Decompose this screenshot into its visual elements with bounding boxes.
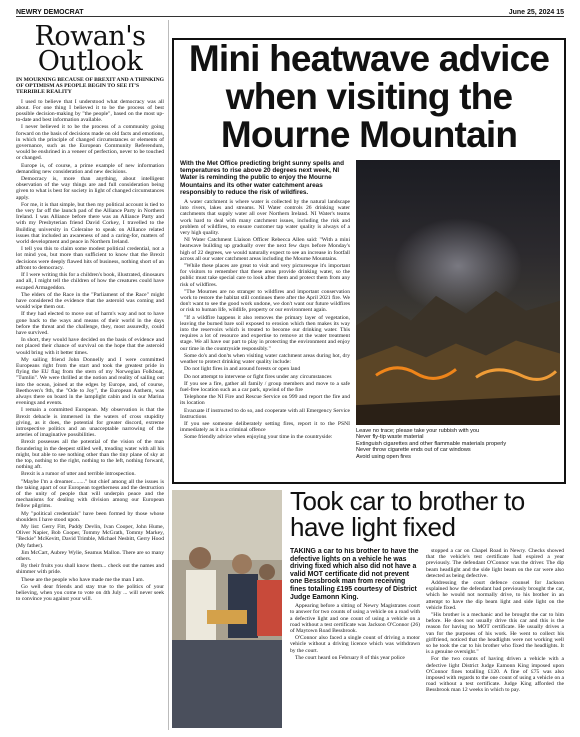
column-paragraph: These are the people who have made me the man I am. [21,576,145,583]
caption-line: Extinguish cigarettes and other flammable materials properly [356,440,507,447]
court-paragraph: O'Connor also faced a single count of driving a motor vehicle without a driving licence which was withdrawn by the court. [290,635,420,654]
people-photo-graphic [172,490,282,728]
heatwave-body [180,160,350,476]
court-headline: Took car to brother to have light fixed [290,486,525,542]
court-paragraph: For the two counts of having driven a vehicle with a defective light District Judge Eamonn King imposed upon O'Connor fines totalling £120. A fine of £75 was also imposed with regards to the one count of using a vehicle on a road without a test certificate. Judge King afforded the Bessbrook man 12 weeks in which to pay. [426,656,564,694]
court-paragraph: The court heard on February 8 of this year police [295,654,405,661]
caption-line: Never throw cigarette ends out of car windows [356,447,471,454]
column-paragraph: If I were writing this for a children's book, illustrated, dinosaurs and all, I might tell the children of how the creatures could have escaped Armageddon. [16,272,164,291]
heatwave-paragraph: "While these places are great to visit and very picturesque it's important for visitors to remember that these areas provide drinking water, so the public must take special care to look after them and protect them from any risk of wildfires. [180,263,350,288]
court-story-column-2 [426,548,564,730]
heatwave-paragraph: NI Water Catchment Liaison Officer Rebecca Allen said: "With a mini heatwave building up gradually over the next few days before Monday's high of 22 degrees, we would naturally expect to see an increase in footfall across all our water catchment areas including the Mourne Mountains. [180,237,350,262]
column-paragraph: I never believed it to be the process of a community going forward on the basis of decisions made on old facts and emotions, in which the principle of changed circumstances or elements of governance, such as the European Community Referendum, would be enshrined in a veneer of perfection, never to be touched or changed. [16,124,164,162]
column-intro: IN MOURNING BECAUSE OF BREXIT AND A THINKING OF OPTIMISM AS PEOPLE BEGIN TO SEE IT'S TERRIBLE REALITY [16,77,164,96]
issue-date: June 25, 2024 15 [508,9,564,16]
column-paragraph: I used to believe that I understood what democracy was all about. For one thing I believed it to be the process of best possible decision-making by "the people", based on the most up-to-date and best information available. [16,98,164,124]
court-paragraph: Addressing the court defence counsel for Jackson explained how the defendant had previously brought the car, which he would not normally drive, to his brother in an attempt to have the dip beam light and side light on the vehicle fixed. [426,580,564,611]
heatwave-paragraph: Some do's and don'ts when visiting water catchment areas during hot, dry weather to protect drinking water quality include: [180,352,350,366]
column-paragraph: My list: Gerry Fitt, Paddy Devlin, Ivan Cooper, John Hume, Oliver Napier, Bob Cooper, Tommy McGrath, Tommy Markey, "Beckie" McKevitt, David Trimble, Michael Nesbitt, Gerry Hood (My father). [16,524,164,549]
heatwave-paragraph: "If a wildfire happens it also removes the primary layer of vegetation, leaving the burned bare soil exposed to erosion which then makes its way into the reservoirs which is treated to become our drinking water. This requires a lot of resource and expertise to remove at the water treatment stage. We all have our part to play in protecting the environment and enjoy our time in the countryside responsibly." [180,314,350,352]
heatwave-paragraph: Some friendly advice when enjoying your time in the countryside: [184,434,333,441]
court-story-paragraphs-1 [290,603,420,661]
column-paragraph: Jim McCart, Aubrey Wylie, Seamus Mallon. There are so many others. [16,549,164,563]
column-paragraph: I remain a committed European. My observation is that the Brexit debacle is immersed in the waters of cross stupidity giving, as it does, the potential for greater discord, extreme introspective politics and an unacceptable narrowing of the arteries of imaginative possibilities. [16,407,164,439]
column-paragraph: I tell you this to claim some modest political credential, not a lot mind you, but more than sufficient to know that the Brexit decisions were deeply flawed hits of business, nothing short of an affront to democracy. [16,246,164,271]
caption-line: Avoid using open fires [356,453,411,460]
column-title: Rowan's Outlook [34,21,146,77]
column-paragraph: If they had elected to move out of harm's way and not to have gone back to the ways and means of their world in the days before the threat and the challenge, they, most assuredly, could have survived. [16,311,164,336]
column-paragraph: Go well dear friends and stay true to the politics of your believing, when you come to vote on 4th July ... will never seek to convince you against your will. [16,583,164,603]
court-paragraph: stopped a car on Chapel Road in Newry. Checks showed that the vehicle's test certificate had expired a year previously. The defendant O'Connor was the driver. The dip beam headlight and the side light beam on the car were also detected as being defective. [426,548,564,579]
caption-line: Never fly-tip waste material [356,434,424,441]
court-paragraph: "His brother is a mechanic and he brought the car to him before. He does not usually drive this car and this is the reason for having no MOT certificate. He usually drives a van for the purposes of his work. He went to collect his girlfriend, noticed that the headlights were not working well so he took the car to his brother who fixed the headlights. It is a genuine oversight." [426,612,564,656]
masthead [16,4,564,17]
column-paragraph: Democracy is, more than anything, about intelligent observation of the way things are and full consideration being given to what is best for society in light of changed circumstances apply. [16,176,164,201]
column-paragraph: "Maybe I'm a dreamer........." but chief among all the issues is the taking apart of our European togetherness and the destruction of the unity of people that will underpin peace and the mechanisms for dealing with division among our European fellow pilgrims. [16,478,164,510]
opinion-column [16,20,164,730]
photo-caption [356,428,556,460]
heatwave-standfirst: With the Met Office predicting bright sunny spells and temperatures to rise above 20 degrees next week, NI Water is reminding the public to enjoy the Mourne Mountains and its other water catchment areas responsibly to reduce the risk of wildfires. [180,160,344,196]
column-divider [168,20,169,730]
column-paragraph: My sailing friend John Donnelly and I were committed Europeans right from the start and took the greatest pride in flying the EU flag from the stern of my Norwegian Folkboat, "Tumlin". We were thrilled at the notion and reality of sailing out into the ocean, joined at the edges by Europe, and, of course, Beethoven's 9th, the "Ode to Joy", the European Anthem, was always there on board in the lamplight cabin and in our Marina evenings and events. [16,356,164,407]
heatwave-headline: Mini heatwave advice when visiting the Mourne Mountain [188,38,550,155]
heatwave-paragraphs [180,199,350,441]
court-story-photo [172,490,282,728]
court-story-column-1 [290,548,420,730]
heatwave-paragraph: Do not light fires in and around forests or open land [184,366,301,373]
court-paragraph: Appearing before a sitting of Newry Magistrates court to answer for two counts of using a vehicle on a road with a defective light and one count of using a vehicle on a road without a test certificate was Jackson O'Connor (26) of Maytown Road Bessbrook. [290,603,420,634]
mountain-wildfire-photo [356,160,560,425]
heatwave-paragraph: Do not attempt to intervene or fight fires under any circumstances [184,373,332,380]
caption-line: Leave no trace; please take your rubbish with you [356,428,480,434]
heatwave-paragraph: Telephone the NI Fire and Rescue Service on 999 and report the fire and its location [180,394,350,407]
column-body [16,99,164,603]
column-paragraph: The elders of the Race in the "Parliament of the Race" might have considered the evidence that the asteroid was coming and would wipe them out. [16,291,164,311]
column-paragraph: Brexit is a rumor of utter and terrible introspection. [21,471,136,478]
court-story-lead: TAKING a car to his brother to have the defective lights on a vehicle he was driving fixed which also did not have a valid MOT certificate did not prevent one Bessbrook man from receiving fines totalling £195 courtesy of District Judge Eamonn King. [290,548,419,601]
heatwave-paragraph: If you see a fire, gather all family / group members and move to a safe fuel-free location such as a car park, upwind of the fire [180,380,350,393]
mountain-ridge-graphic [356,266,560,425]
column-paragraph: My "political credentials" have been formed by those whose shoulders I have stood upon. [16,510,164,523]
court-story-paragraphs-2 [426,548,564,694]
column-paragraph: Brexit possesses all the potential of the vision of the man floundering in the deepest stilled well, treading water with all his might, but able to see nothing other than the tiny plane of sky at the top, nothing to the right, nothing to the left, nothing forward, nothing aft. [16,439,164,471]
column-paragraph: By their fruits you shall know them... check out the names and shimmer with pride. [16,563,164,576]
column-paragraph: For me, it is that simple, but then my political account is tied to the very far off the launch pad of the Alliance Party in Northern Ireland. I was Alliance before there was an Alliance Party and with my Presbyterian friend David Corkey, I travelled to the Building university in Coleraine to speak on Alliance related issues that included an awareness of and a caring-for, matters of world development and peace in Northern Ireland. [16,201,164,246]
column-paragraph: Europe is, of course, a prime example of new information demanding new consideration and new decisions. [16,162,164,175]
heatwave-story [172,38,566,484]
paper-name: NEWRY DEMOCRAT [16,9,84,16]
heatwave-paragraph: Evacuate if instructed to do so, and cooperate with all Emergency Service Instructions [180,407,350,420]
heatwave-paragraph: "The Mournes are no stranger to wildfires and important conservation work to restore the habitat still continues there after the April 2021 fire. We don't want to see the good work undone, we don't want our future wildfires or risk to human life, wildlife, property or our environment again. [180,288,350,314]
column-paragraph: In short, they would have decided on the basis of evidence and not placed their chance of survival on the hope that the asteroid would bring with it better times. [16,337,164,356]
heatwave-paragraph: A water catchment is where water is collected by the natural landscape into rivers, lakes and streams. NI Water controls 26 drinking water catchments that supply water all over Northern Ireland. NI Water's teams work hard to deal with many catchment issues, including the risk and problem of wildfires, to ensure customer tap water quality is always of a very high quality. [180,199,350,237]
heatwave-paragraph: If you see someone deliberately setting fires, report it to the PSNI immediately as it is a criminal offence [180,420,350,434]
